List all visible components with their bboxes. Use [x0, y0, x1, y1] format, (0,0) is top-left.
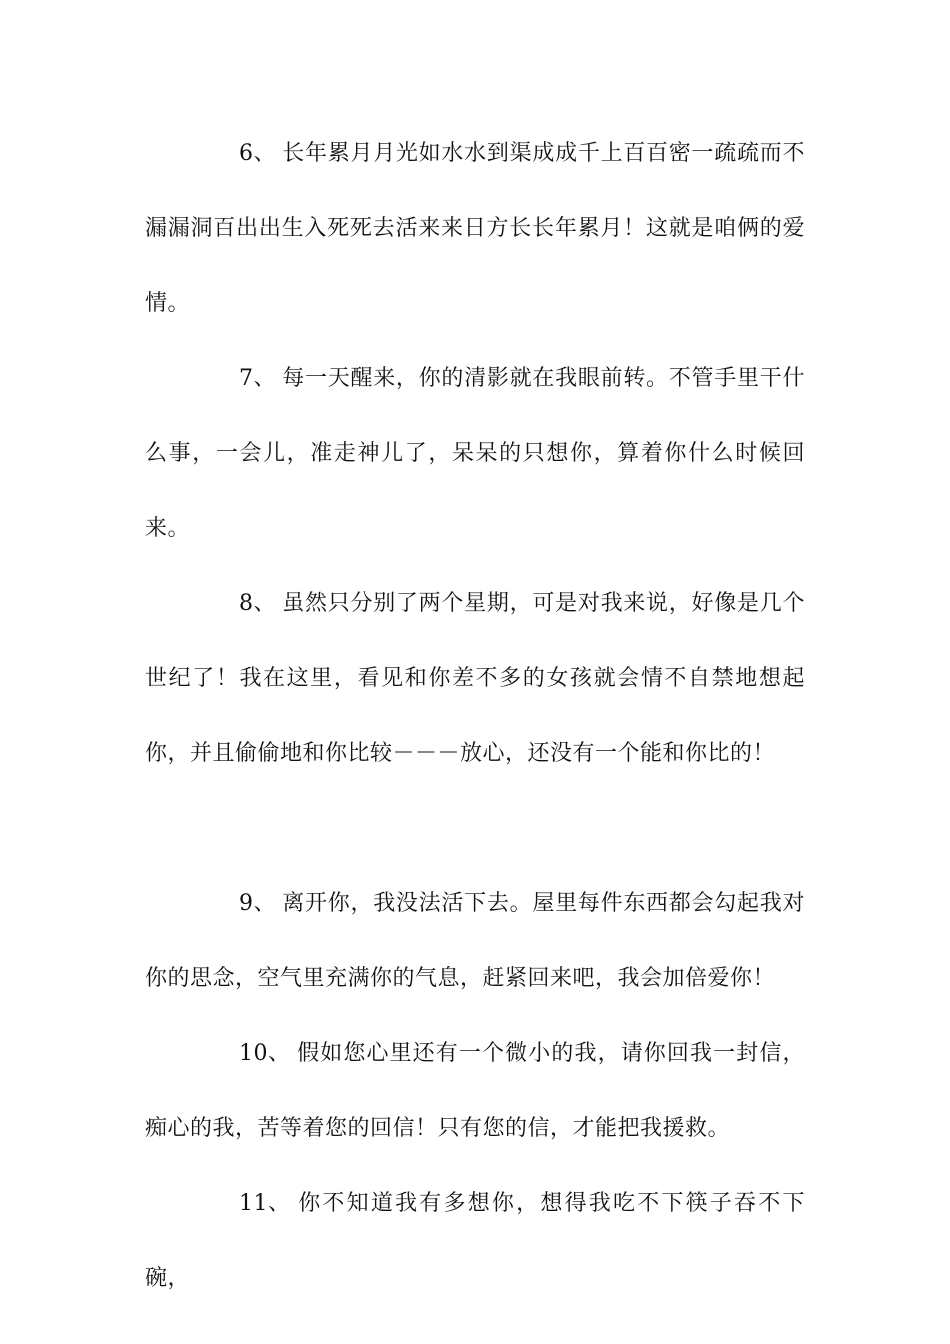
paragraph-number: 8、 — [239, 591, 276, 616]
paragraph-9 — [145, 866, 805, 1016]
paragraph-number: 10、 — [239, 1041, 291, 1066]
paragraph-text: 长年累月月光如水水到渠成成千上百百密一疏疏而不漏漏洞百出出生入死死去活来来日方长长年累月！这就是咱俩的爱情。 — [145, 141, 805, 316]
paragraph-11 — [145, 1166, 805, 1316]
paragraph-text: 你不知道我有多想你，想得我吃不下筷子吞不下碗， — [145, 1191, 805, 1291]
paragraph-text: 虽然只分别了两个星期，可是对我来说，好像是几个世纪了！我在这里，看见和你差不多的女孩就会情不自禁地想起你，并且偷偷地和你比较－－－放心，还没有一个能和你比的！ — [145, 591, 805, 766]
paragraph-number: 9、 — [239, 891, 276, 916]
paragraph-text: 离开你，我没法活下去。屋里每件东西都会勾起我对你的思念，空气里充满你的气息，赶紧回来吧，我会加倍爱你！ — [145, 891, 805, 991]
paragraph-number: 6、 — [239, 141, 276, 166]
paragraph-number: 7、 — [239, 366, 276, 391]
paragraph-7 — [145, 341, 805, 566]
paragraph-8 — [145, 566, 805, 791]
paragraph-6 — [145, 116, 805, 341]
paragraph-10 — [145, 1016, 805, 1166]
paragraph-text: 每一天醒来，你的清影就在我眼前转。不管手里干什么事，一会儿，准走神儿了，呆呆的只想你，算着你什么时候回来。 — [145, 366, 805, 541]
paragraph-number: 11、 — [239, 1191, 291, 1216]
paragraph-text: 假如您心里还有一个微小的我，请你回我一封信，痴心的我，苦等着您的回信！只有您的信，才能把我援救。 — [145, 1041, 805, 1141]
